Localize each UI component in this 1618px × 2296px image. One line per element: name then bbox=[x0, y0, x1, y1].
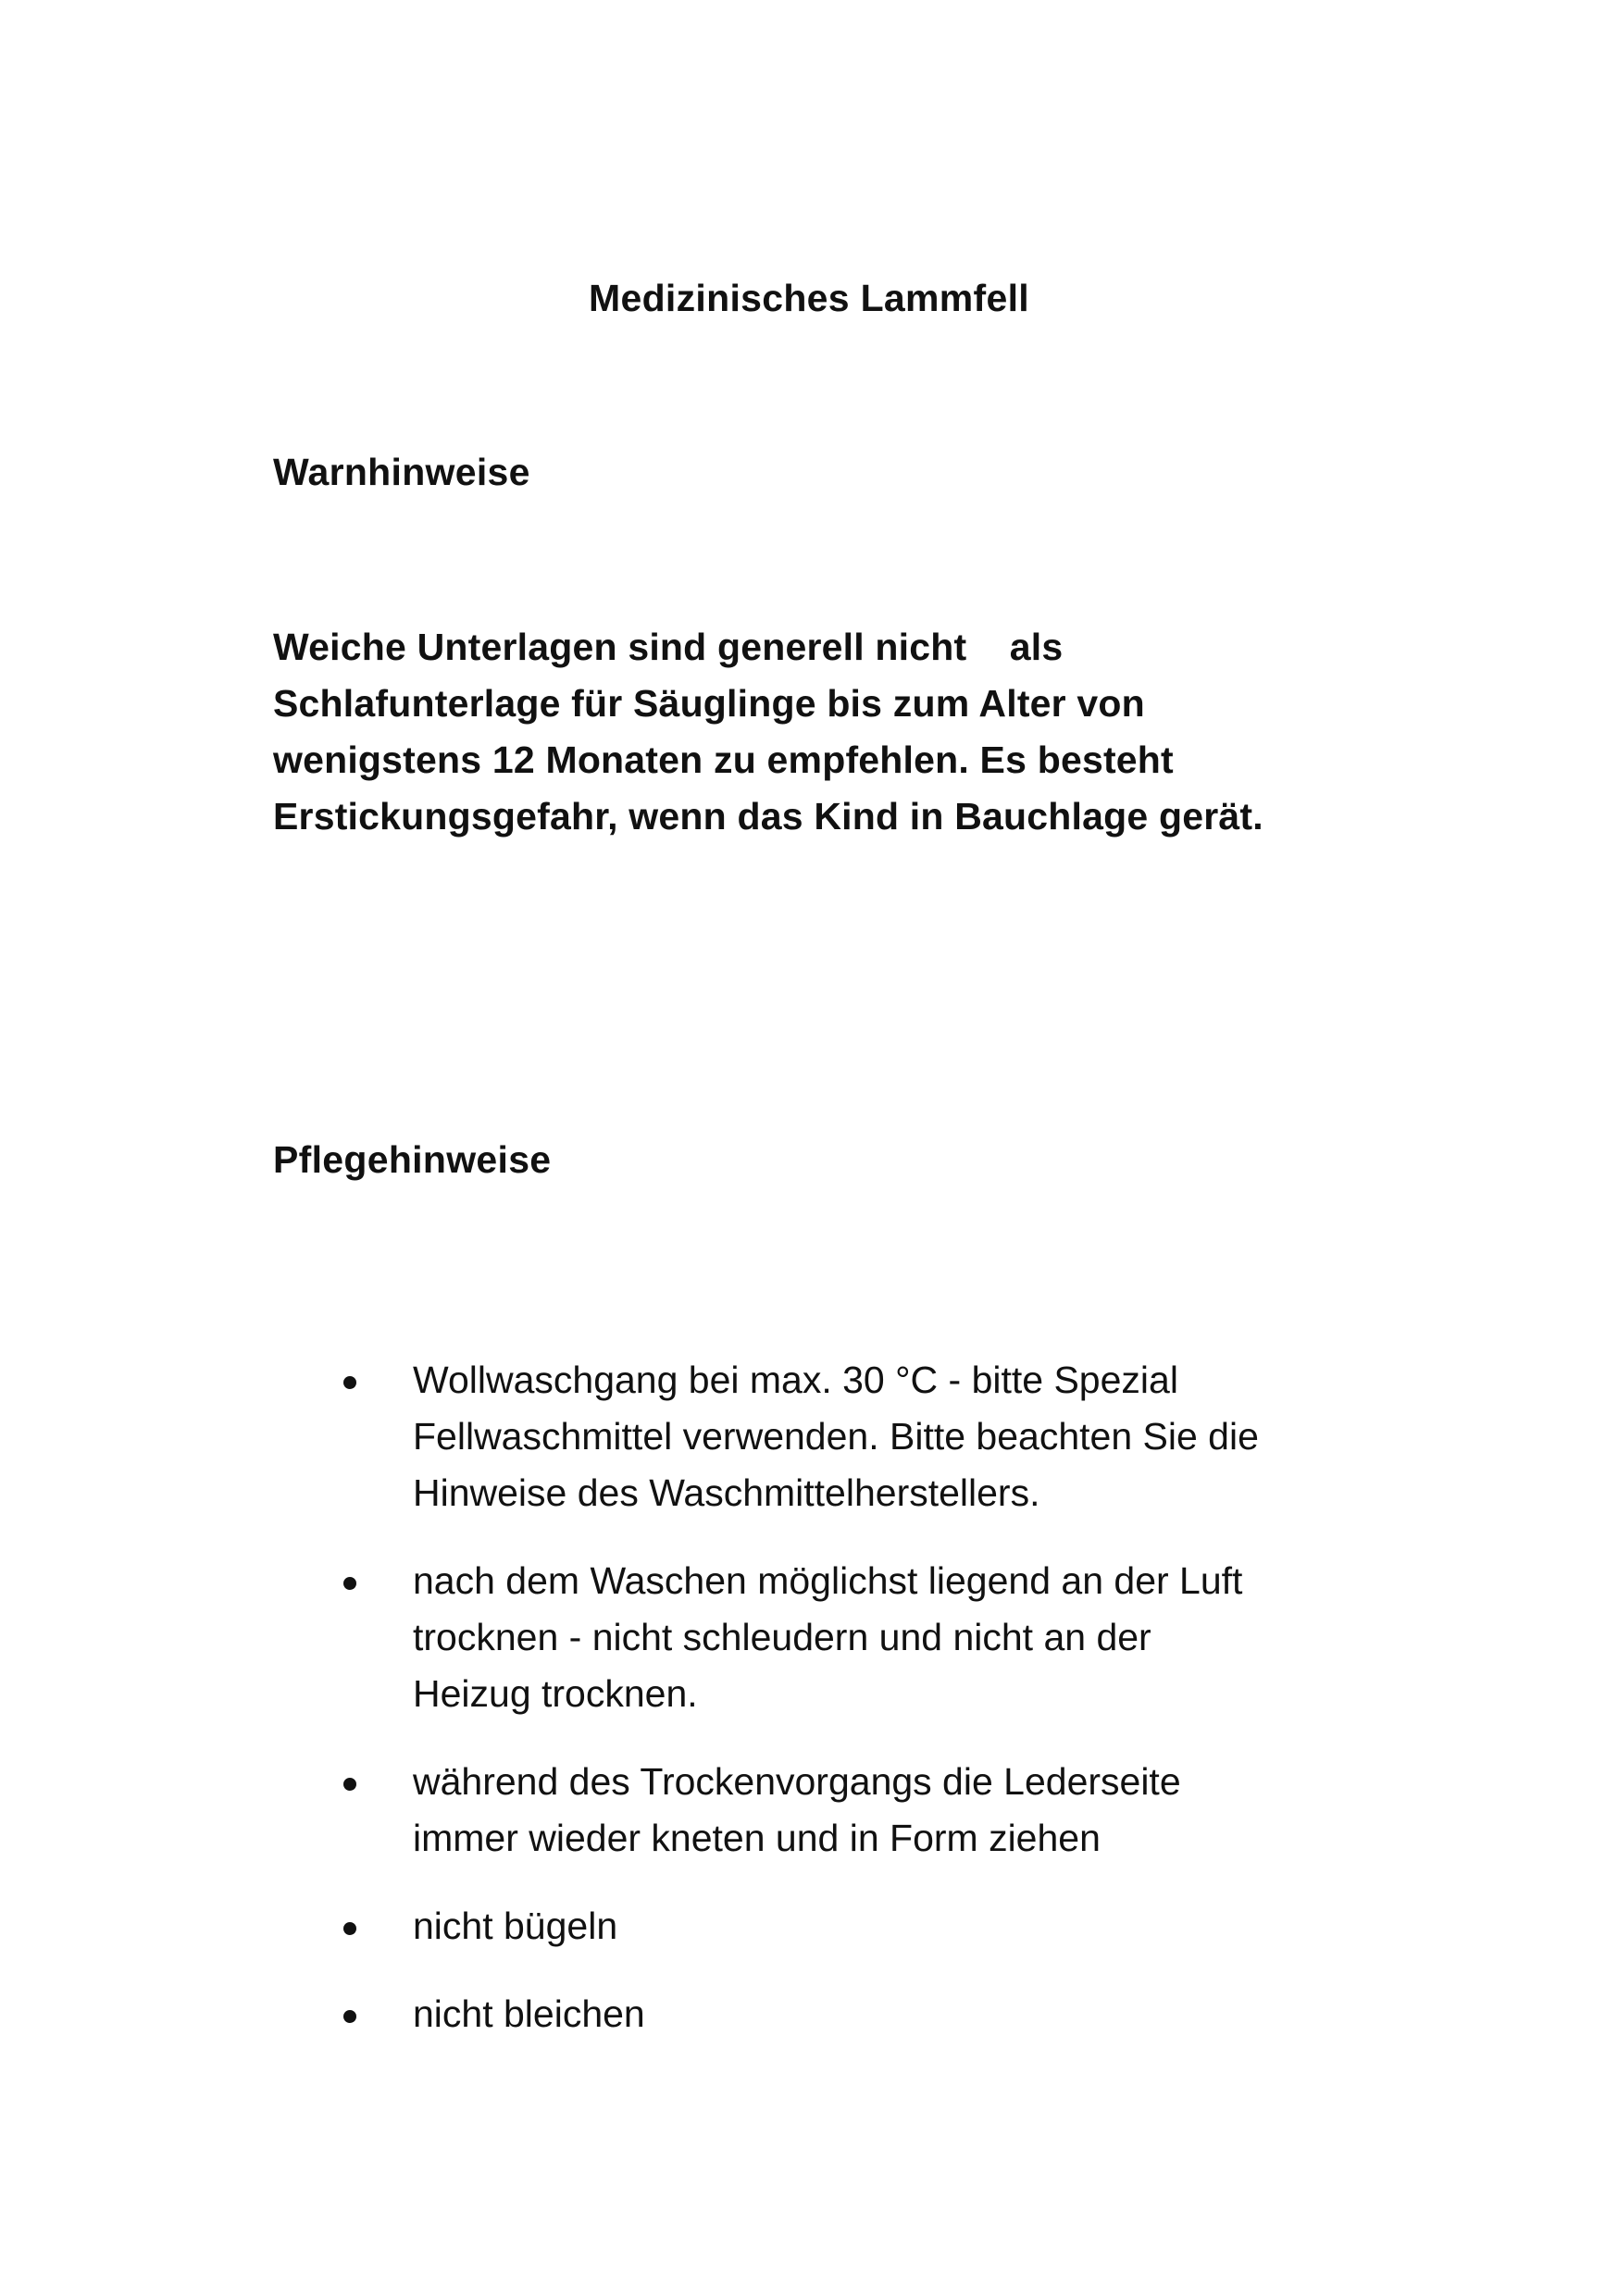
warning-line: Weiche Unterlagen sind generell nicht als bbox=[273, 626, 1064, 668]
document-title: Medizinisches Lammfell bbox=[589, 277, 1029, 319]
care-item-line: nicht bügeln bbox=[413, 1905, 618, 1947]
care-item-line: immer wieder kneten und in Form ziehen bbox=[413, 1817, 1101, 1859]
care-list-item bbox=[0, 1754, 1618, 1867]
warning-line: wenigstens 12 Monaten zu empfehlen. Es besteht bbox=[273, 738, 1174, 781]
care-item-text bbox=[413, 1553, 1375, 1722]
warning-line: Erstickungsgefahr, wenn das Kind in Bauchlage gerät. bbox=[273, 795, 1263, 838]
care-item-text bbox=[413, 1754, 1375, 1867]
bullet-icon bbox=[343, 1922, 356, 1935]
care-heading: Pflegehinweise bbox=[273, 1138, 552, 1181]
care-item-line: Fellwaschmittel verwenden. Bitte beachten Sie die bbox=[413, 1415, 1259, 1458]
care-item-line: Heizug trocknen. bbox=[413, 1672, 698, 1715]
care-item-line: Wollwaschgang bei max. 30 °C - bitte Spezial bbox=[413, 1359, 1178, 1401]
care-item-line: trocknen - nicht schleudern und nicht an der bbox=[413, 1616, 1151, 1658]
warning-heading: Warnhinweise bbox=[273, 451, 530, 493]
bullet-icon bbox=[343, 1376, 356, 1389]
care-item-line: nicht bleichen bbox=[413, 1992, 645, 2035]
care-item-text bbox=[413, 1352, 1375, 1521]
care-list-item bbox=[0, 1986, 1618, 2042]
care-list bbox=[0, 1352, 1618, 2074]
care-list-item bbox=[0, 1553, 1618, 1722]
bullet-icon bbox=[343, 1778, 356, 1791]
care-list-item bbox=[0, 1352, 1618, 1521]
warning-paragraph bbox=[273, 619, 1384, 845]
care-list-item bbox=[0, 1898, 1618, 1955]
care-item-text bbox=[413, 1898, 1375, 1955]
warning-line: Schlafunterlage für Säuglinge bis zum Alter von bbox=[273, 682, 1145, 725]
care-item-line: nach dem Waschen möglichst liegend an der Luft bbox=[413, 1559, 1243, 1602]
care-item-text bbox=[413, 1986, 1375, 2042]
bullet-icon bbox=[343, 1577, 356, 1590]
bullet-icon bbox=[343, 2010, 356, 2023]
care-item-line: während des Trockenvorgangs die Lederseite bbox=[413, 1760, 1181, 1803]
care-item-line: Hinweise des Waschmittelherstellers. bbox=[413, 1471, 1040, 1514]
